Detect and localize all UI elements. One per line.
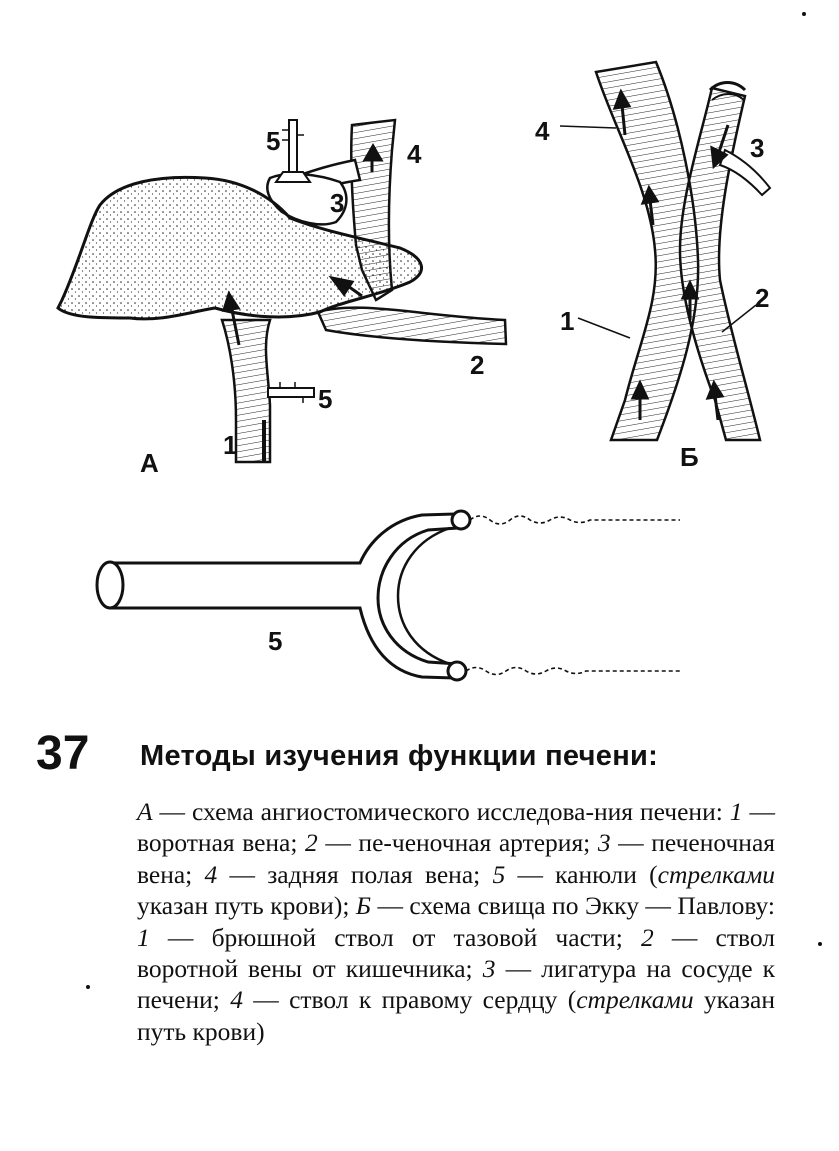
panel-a-diagram xyxy=(58,120,506,462)
caption-arrows-italic: стрелками xyxy=(657,859,776,889)
caption-a-letter: А xyxy=(137,797,153,826)
caption-a1-text: — воротная вена; xyxy=(137,797,775,858)
caption-a5-text: — канюли ( xyxy=(505,859,658,889)
cannula-hook-bottom xyxy=(448,662,466,680)
caption-a3-num: 3 xyxy=(597,828,611,858)
caption-a4-text: — задняя полая вена; xyxy=(217,859,493,889)
hepatic-artery-vessel xyxy=(318,308,506,344)
caption-a2-text: — пе-ченочная артерия; xyxy=(317,828,598,858)
caption-path-text: указан путь крови); xyxy=(137,891,356,921)
label-cannula-5: 5 xyxy=(268,626,283,656)
ligature-thread-top xyxy=(470,516,680,524)
caption-b4-text: — ствол к правому сердцу ( xyxy=(242,985,577,1015)
print-speck xyxy=(818,942,822,946)
caption-a1-num: 1 xyxy=(729,797,743,826)
caption-a5-num: 5 xyxy=(492,859,506,889)
caption-b-letter: Б xyxy=(355,891,371,921)
label-a-5-bottom: 5 xyxy=(318,384,333,414)
portal-trunk-vessel xyxy=(680,88,760,440)
caption-b1-text: — брюшной ствол от тазовой части; xyxy=(149,922,641,952)
caption-a3-text: — печеночная вена; xyxy=(137,828,775,889)
caption-a-text: — схема ангиостомического исследова-ния печени: xyxy=(152,797,730,826)
label-b-1: 1 xyxy=(560,306,575,336)
caption-path-text-2: указан путь крови) xyxy=(137,985,776,1046)
panel-a-letter: А xyxy=(140,448,159,478)
caption-arrows-italic-2: стрелками xyxy=(576,985,694,1015)
caption-b2-num: 2 xyxy=(640,922,654,952)
panel-b-diagram xyxy=(560,62,770,440)
ligature-thread-bottom xyxy=(466,668,680,675)
cannula-hook-top xyxy=(452,511,470,529)
figure-number: 37 xyxy=(36,727,90,780)
caption-b1-num: 1 xyxy=(137,922,150,952)
caption-b4-num: 4 xyxy=(230,985,243,1015)
print-speck xyxy=(802,12,806,16)
cannula-bottom xyxy=(268,382,314,403)
label-a-3: 3 xyxy=(330,188,345,218)
panel-b-letter: Б xyxy=(680,442,699,472)
figure-caption xyxy=(137,796,775,1047)
label-b-2: 2 xyxy=(755,283,770,313)
label-a-4: 4 xyxy=(407,139,422,169)
caption-b-text: — схема свища по Экку — Павлову: xyxy=(370,891,775,921)
label-b-4: 4 xyxy=(535,116,550,146)
label-a-1: 1 xyxy=(223,430,238,460)
caption-b2-text: — ствол воротной вены от кишечника; xyxy=(137,922,776,984)
label-b-3: 3 xyxy=(750,133,765,163)
cannula-tube xyxy=(110,514,458,678)
figure-title: Методы изучения функции печени: xyxy=(140,740,659,772)
label-a-5-top: 5 xyxy=(266,126,281,156)
cannula-diagram xyxy=(97,511,680,680)
caption-a2-num: 2 xyxy=(305,828,318,858)
caption-b3-text: — лигатура на сосуде к печени; xyxy=(137,954,775,1015)
label-a-2: 2 xyxy=(470,350,485,380)
cannula-inner-arc xyxy=(398,528,450,664)
caption-a4-num: 4 xyxy=(204,859,218,889)
print-speck xyxy=(86,985,90,989)
cannula-tube-opening xyxy=(97,562,123,608)
caption-b3-num: 3 xyxy=(482,954,496,984)
